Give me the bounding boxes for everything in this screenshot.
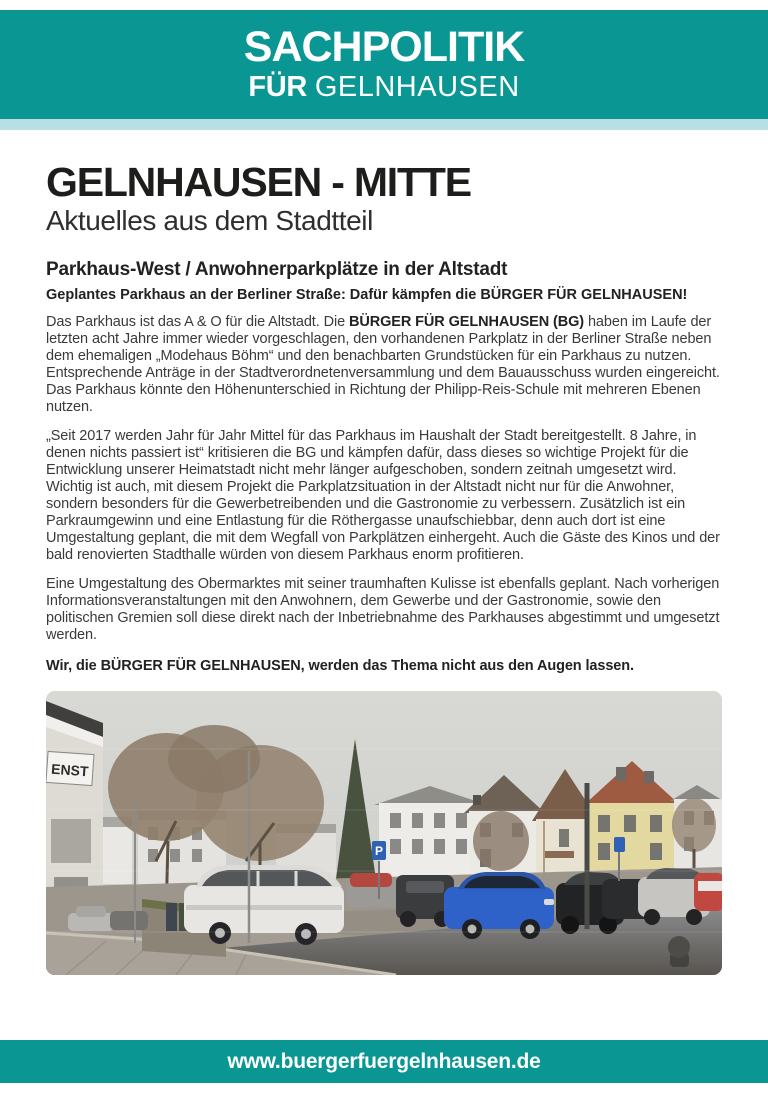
building-sign-text: ENST [50,760,90,780]
page-title: GELNHAUSEN - MITTE [46,159,471,205]
accent-strip [0,119,768,130]
logo-subtitle [248,72,519,102]
page-subtitle: Aktuelles aus dem Stadtteil [46,205,373,236]
bollard [668,936,690,967]
parking-lot-illustration [46,691,722,975]
flyer-page [0,10,768,1096]
article-subheading: Geplantes Parkhaus an der Berliner Straße: Dafür kämpfen die BÜRGER FÜR GELNHAUSEN! [46,286,688,303]
parking-lot-photo [46,691,722,975]
paragraph-1 [46,314,722,382]
closing-statement: Wir, die BÜRGER FÜR GELNHAUSEN, werden das Thema nicht aus den Augen lassen. [46,658,634,675]
footer-banner [0,1040,768,1083]
white-minivan [184,865,344,945]
article-content [0,159,768,975]
logo-subtitle-bold: FÜR [248,71,308,104]
paragraph-1-text: Das Parkhaus ist das A & O für die Altstadt. Die [46,314,349,331]
header-banner [0,10,768,119]
paragraph-1-bold: BÜRGER FÜR GELNHAUSEN (BG) [348,314,585,331]
parking-sign-icon: P [374,844,384,859]
paragraph-2: „Seit 2017 werden Jahr für Jahr Mittel für das Parkhaus im Haushalt der Stadt bereitgestellt. 8 Jahre, in denen nichts passiert ist“ kritisieren die BG und kämpfen dafür, dass dieses so wichtige Projekt für die Entwicklung unserer Heimatstadt nicht mehr länger aufgeschoben, sondern zeitnah umgesetzt wird. Wichtig ist auch, mit diesem Projekt die Parkplatzsituation in der Altstadt nicht nur für die Anwohner, sondern besonders für die Gewerbetreibenden und die Gastronomie zu verbessern. Zusätzlich ist ein Parkraumgewinn und eine Entlastung für die Röthergasse unaufschiebbar, denn auch dort ist eine Umgestaltung geplant, die mit dem Wegfall von Parkplätzen einhergeht. Auch die Gäste des Kinos und der bald renovierten Stadthalle würden von diesem Parkhaus enorm profitieren. [46,428,720,564]
website-link[interactable]: www.buergerfuergelnhausen.de [227,1049,541,1073]
paragraph-1-text-after: haben im Laufe der letzten acht Jahre immer wieder vorgeschlagen, den vorhandenen Parkplatz in der Berliner Straße neben dem ehemaligen „Modehaus Böhm“ und den benachbarten Grundstücken für ein Parkhaus zu nutzen. Entsprechende Anträge in der Stadtverordnetenversammlung und dem Bauausschuss wurden eingereicht. [46,314,720,382]
paragraph-1-line2: Das Parkhaus könnte den Höhenunterschied in Richtung der Philipp-Reis-Schule mit mehreren Ebenen nutzen. [46,382,701,416]
paragraph-3: Eine Umgestaltung des Obermarktes mit seiner traumhaften Kulisse ist ebenfalls geplant. Nach vorherigen Informationsveranstaltungen mit den Anwohnern, dem Gewerbe und der Gastronomie, sowie den politischen Gremien soll diese direkt nach der Inbetriebnahme des Parkhauses abgestimmt und umgesetzt werden. [46,576,720,644]
logo-title: SACHPOLITIK [243,23,525,72]
logo-subtitle-regular: GELNHAUSEN [314,71,520,104]
article-heading: Parkhaus-West / Anwohnerparkplätze in der Altstadt [46,258,508,280]
